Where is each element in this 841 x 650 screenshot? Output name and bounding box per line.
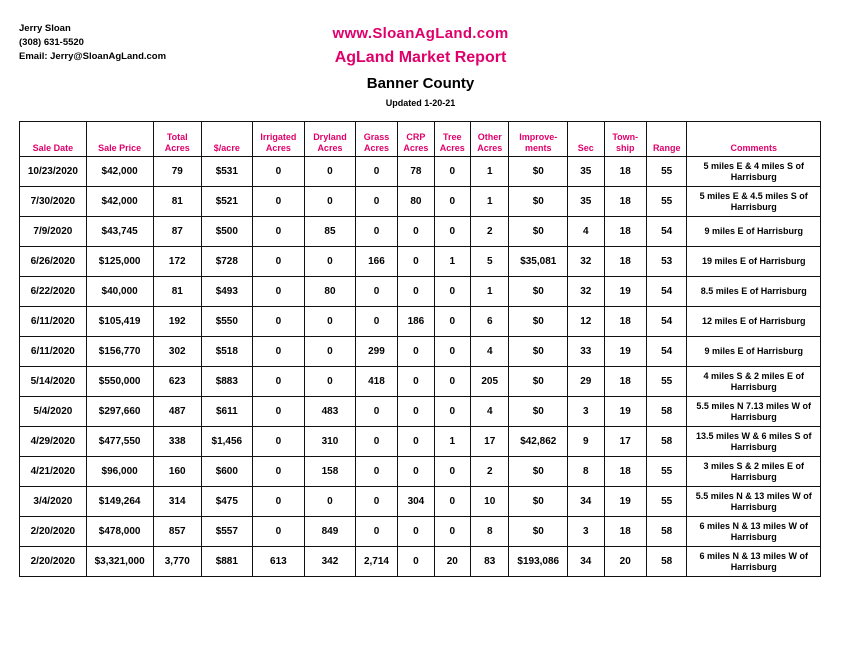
table-cell: 3,770: [153, 547, 202, 577]
table-cell: 0: [355, 457, 397, 487]
table-cell: 3: [568, 517, 604, 547]
table-cell: 0: [252, 337, 305, 367]
table-cell: 9 miles E of Harrisburg: [687, 217, 821, 247]
table-cell: 12 miles E of Harrisburg: [687, 307, 821, 337]
table-header: [20, 122, 821, 157]
column-header: Range: [646, 122, 686, 157]
table-cell: 4/21/2020: [20, 457, 87, 487]
table-cell: 12: [568, 307, 604, 337]
table-cell: $42,000: [86, 157, 153, 187]
table-cell: $493: [202, 277, 253, 307]
table-row: [20, 157, 821, 187]
table-cell: 2: [471, 457, 509, 487]
table-cell: 0: [434, 307, 470, 337]
table-cell: 0: [252, 157, 305, 187]
table-cell: $883: [202, 367, 253, 397]
table-cell: 55: [646, 487, 686, 517]
column-header: Tree Acres: [434, 122, 470, 157]
table-cell: 19: [604, 277, 646, 307]
table-cell: 8: [471, 517, 509, 547]
table-cell: 338: [153, 427, 202, 457]
table-cell: 4/29/2020: [20, 427, 87, 457]
table-cell: $193,086: [509, 547, 568, 577]
table-cell: 1: [471, 157, 509, 187]
table-cell: 483: [305, 397, 356, 427]
contact-email: Email: Jerry@SloanAgLand.com: [19, 51, 167, 62]
table-cell: $478,000: [86, 517, 153, 547]
table-cell: 0: [252, 187, 305, 217]
table-cell: 54: [646, 337, 686, 367]
table-cell: 55: [646, 157, 686, 187]
column-header: Sale Price: [86, 122, 153, 157]
table-cell: 79: [153, 157, 202, 187]
table-cell: 0: [252, 367, 305, 397]
table-cell: 13.5 miles W & 6 miles S of Harrisburg: [687, 427, 821, 457]
table-row: [20, 247, 821, 277]
table-cell: 6 miles N & 13 miles W of Harrisburg: [687, 517, 821, 547]
column-header: Comments: [687, 122, 821, 157]
table-cell: 0: [355, 397, 397, 427]
table-cell: 0: [434, 187, 470, 217]
updated-date: Updated 1-20-21: [385, 98, 456, 108]
table-cell: 20: [604, 547, 646, 577]
table-cell: 18: [604, 517, 646, 547]
table-cell: 0: [398, 247, 434, 277]
table-cell: 0: [252, 457, 305, 487]
table-cell: 55: [646, 367, 686, 397]
table-cell: 0: [252, 307, 305, 337]
table-cell: 5 miles E & 4 miles S of Harrisburg: [687, 157, 821, 187]
table-cell: $35,081: [509, 247, 568, 277]
table-cell: $611: [202, 397, 253, 427]
table-cell: $40,000: [86, 277, 153, 307]
table-row: [20, 427, 821, 457]
table-cell: 0: [305, 247, 356, 277]
table-cell: 0: [355, 217, 397, 247]
table-cell: 0: [434, 157, 470, 187]
table-row: [20, 397, 821, 427]
table-cell: 3: [568, 397, 604, 427]
table-cell: 10: [471, 487, 509, 517]
table-cell: 0: [434, 277, 470, 307]
table-cell: 0: [434, 397, 470, 427]
column-header: Irrigated Acres: [252, 122, 305, 157]
table-cell: 54: [646, 217, 686, 247]
table-cell: 205: [471, 367, 509, 397]
table-cell: 2,714: [355, 547, 397, 577]
table-cell: 19 miles E of Harrisburg: [687, 247, 821, 277]
table-cell: 0: [398, 517, 434, 547]
table-cell: 6: [471, 307, 509, 337]
table-cell: $881: [202, 547, 253, 577]
table-cell: 53: [646, 247, 686, 277]
report-title: AgLand Market Report: [334, 49, 507, 66]
table-cell: 186: [398, 307, 434, 337]
table-cell: 6/11/2020: [20, 337, 87, 367]
table-cell: $477,550: [86, 427, 153, 457]
table-cell: 55: [646, 187, 686, 217]
table-cell: 0: [398, 397, 434, 427]
table-cell: 80: [305, 277, 356, 307]
table-cell: 6/22/2020: [20, 277, 87, 307]
table-cell: 0: [355, 517, 397, 547]
table-cell: 0: [434, 367, 470, 397]
table-cell: 5/14/2020: [20, 367, 87, 397]
table-cell: 0: [305, 157, 356, 187]
website-link[interactable]: www.SloanAgLand.com: [332, 25, 509, 42]
table-cell: $156,770: [86, 337, 153, 367]
table-cell: 342: [305, 547, 356, 577]
table-cell: $1,456: [202, 427, 253, 457]
column-header: CRP Acres: [398, 122, 434, 157]
table-cell: 0: [305, 187, 356, 217]
table-cell: 6/11/2020: [20, 307, 87, 337]
table-cell: $500: [202, 217, 253, 247]
table-row: [20, 487, 821, 517]
table-cell: $0: [509, 517, 568, 547]
table-cell: 302: [153, 337, 202, 367]
table-cell: 0: [398, 457, 434, 487]
table-cell: 418: [355, 367, 397, 397]
table-cell: 32: [568, 277, 604, 307]
table-cell: 34: [568, 547, 604, 577]
table-cell: 5 miles E & 4.5 miles S of Harrisburg: [687, 187, 821, 217]
table-cell: 9: [568, 427, 604, 457]
column-header: Grass Acres: [355, 122, 397, 157]
table-cell: 0: [305, 367, 356, 397]
table-cell: $42,862: [509, 427, 568, 457]
table-cell: 83: [471, 547, 509, 577]
contact-name: Jerry Sloan: [19, 23, 71, 34]
table-cell: $728: [202, 247, 253, 277]
table-cell: 8: [568, 457, 604, 487]
sales-table: [19, 121, 821, 577]
table-cell: $550: [202, 307, 253, 337]
table-row: [20, 547, 821, 577]
table-cell: 0: [398, 217, 434, 247]
table-cell: 58: [646, 517, 686, 547]
column-header: Other Acres: [471, 122, 509, 157]
table-cell: 18: [604, 247, 646, 277]
table-row: [20, 307, 821, 337]
table-cell: $0: [509, 337, 568, 367]
table-cell: 0: [398, 547, 434, 577]
table-cell: 20: [434, 547, 470, 577]
table-cell: 5.5 miles N & 13 miles W of Harrisburg: [687, 487, 821, 517]
table-cell: $0: [509, 187, 568, 217]
table-cell: 54: [646, 277, 686, 307]
column-header: Sale Date: [20, 122, 87, 157]
table-cell: 0: [398, 367, 434, 397]
column-header: Total Acres: [153, 122, 202, 157]
column-header: Town-ship: [604, 122, 646, 157]
table-cell: 0: [305, 337, 356, 367]
table-cell: 0: [434, 457, 470, 487]
table-cell: 18: [604, 307, 646, 337]
table-cell: 299: [355, 337, 397, 367]
table-cell: 4: [471, 397, 509, 427]
table-cell: $0: [509, 397, 568, 427]
table-cell: $550,000: [86, 367, 153, 397]
table-cell: 18: [604, 457, 646, 487]
table-cell: 32: [568, 247, 604, 277]
table-cell: 58: [646, 427, 686, 457]
table-cell: 78: [398, 157, 434, 187]
table-cell: 80: [398, 187, 434, 217]
table-row: [20, 187, 821, 217]
table-cell: 158: [305, 457, 356, 487]
table-cell: 0: [252, 277, 305, 307]
table-cell: 7/30/2020: [20, 187, 87, 217]
table-cell: $96,000: [86, 457, 153, 487]
table-cell: 0: [355, 187, 397, 217]
column-header: Dryland Acres: [305, 122, 356, 157]
table-cell: 0: [355, 427, 397, 457]
table-cell: $0: [509, 217, 568, 247]
table-cell: 0: [398, 337, 434, 367]
table-cell: 17: [471, 427, 509, 457]
table-cell: 29: [568, 367, 604, 397]
table-cell: 0: [252, 397, 305, 427]
column-header: Sec: [568, 122, 604, 157]
table-cell: 6 miles N & 13 miles W of Harrisburg: [687, 547, 821, 577]
table-cell: $105,419: [86, 307, 153, 337]
table-cell: 19: [604, 337, 646, 367]
table-cell: 58: [646, 397, 686, 427]
table-cell: 0: [252, 427, 305, 457]
table-cell: $0: [509, 367, 568, 397]
table-cell: 0: [252, 247, 305, 277]
table-cell: 19: [604, 487, 646, 517]
table-row: [20, 337, 821, 367]
table-cell: 19: [604, 397, 646, 427]
table-row: [20, 457, 821, 487]
table-cell: $149,264: [86, 487, 153, 517]
table-cell: $531: [202, 157, 253, 187]
table-cell: $475: [202, 487, 253, 517]
column-header: $/acre: [202, 122, 253, 157]
table-cell: 4: [568, 217, 604, 247]
table-cell: $43,745: [86, 217, 153, 247]
table-cell: 81: [153, 277, 202, 307]
table-cell: $297,660: [86, 397, 153, 427]
table-cell: 0: [252, 487, 305, 517]
table-cell: $3,321,000: [86, 547, 153, 577]
table-cell: 58: [646, 547, 686, 577]
table-row: [20, 367, 821, 397]
table-cell: 849: [305, 517, 356, 547]
table-cell: 85: [305, 217, 356, 247]
table-cell: 3 miles S & 2 miles E of Harrisburg: [687, 457, 821, 487]
table-cell: 0: [355, 157, 397, 187]
table-cell: 1: [471, 277, 509, 307]
table-cell: $0: [509, 457, 568, 487]
table-cell: 172: [153, 247, 202, 277]
table-cell: $521: [202, 187, 253, 217]
table-cell: 8.5 miles E of Harrisburg: [687, 277, 821, 307]
table-cell: 310: [305, 427, 356, 457]
table-cell: 4: [471, 337, 509, 367]
table-cell: $0: [509, 487, 568, 517]
table-cell: 192: [153, 307, 202, 337]
table-cell: 0: [355, 307, 397, 337]
table-cell: 18: [604, 187, 646, 217]
table-cell: 304: [398, 487, 434, 517]
column-header: Improve-ments: [509, 122, 568, 157]
table-cell: 54: [646, 307, 686, 337]
table-cell: 87: [153, 217, 202, 247]
table-cell: 2/20/2020: [20, 517, 87, 547]
table-cell: 314: [153, 487, 202, 517]
table-cell: 0: [434, 337, 470, 367]
table-cell: 4 miles S & 2 miles E of Harrisburg: [687, 367, 821, 397]
table-cell: 487: [153, 397, 202, 427]
header-row: [20, 122, 821, 157]
table-cell: $42,000: [86, 187, 153, 217]
table-cell: 0: [355, 487, 397, 517]
table-cell: $0: [509, 157, 568, 187]
table-cell: 1: [471, 187, 509, 217]
table-cell: 613: [252, 547, 305, 577]
table-cell: $518: [202, 337, 253, 367]
table-row: [20, 517, 821, 547]
table-cell: 857: [153, 517, 202, 547]
table-cell: 0: [434, 217, 470, 247]
table-cell: 18: [604, 157, 646, 187]
table-cell: 5: [471, 247, 509, 277]
table-cell: 2: [471, 217, 509, 247]
table-cell: $0: [509, 307, 568, 337]
table-cell: 0: [434, 517, 470, 547]
table-cell: 0: [434, 487, 470, 517]
table-cell: 18: [604, 217, 646, 247]
table-cell: 0: [252, 517, 305, 547]
table-cell: 623: [153, 367, 202, 397]
table-cell: 18: [604, 367, 646, 397]
table-cell: $557: [202, 517, 253, 547]
table-cell: 35: [568, 187, 604, 217]
table-cell: 1: [434, 247, 470, 277]
table-cell: $600: [202, 457, 253, 487]
table-cell: 2/20/2020: [20, 547, 87, 577]
table-cell: 3/4/2020: [20, 487, 87, 517]
table-cell: 0: [252, 217, 305, 247]
contact-phone: (308) 631-5520: [19, 37, 84, 48]
table-body: [20, 157, 821, 577]
table-cell: 34: [568, 487, 604, 517]
table-cell: 10/23/2020: [20, 157, 87, 187]
table-row: [20, 277, 821, 307]
table-cell: 166: [355, 247, 397, 277]
county-title: Banner County: [366, 75, 475, 92]
table-cell: 7/9/2020: [20, 217, 87, 247]
table-cell: 6/26/2020: [20, 247, 87, 277]
table-row: [20, 217, 821, 247]
table-cell: $0: [509, 277, 568, 307]
table-cell: 33: [568, 337, 604, 367]
table-cell: 0: [305, 307, 356, 337]
table-cell: 0: [355, 277, 397, 307]
table-cell: 5/4/2020: [20, 397, 87, 427]
table-cell: 0: [305, 487, 356, 517]
table-cell: 55: [646, 457, 686, 487]
table-cell: $125,000: [86, 247, 153, 277]
table-cell: 160: [153, 457, 202, 487]
table-cell: 0: [398, 427, 434, 457]
table-cell: 0: [398, 277, 434, 307]
table-cell: 1: [434, 427, 470, 457]
table-cell: 81: [153, 187, 202, 217]
table-cell: 9 miles E of Harrisburg: [687, 337, 821, 367]
table-cell: 17: [604, 427, 646, 457]
table-cell: 35: [568, 157, 604, 187]
table-cell: 5.5 miles N 7.13 miles W of Harrisburg: [687, 397, 821, 427]
